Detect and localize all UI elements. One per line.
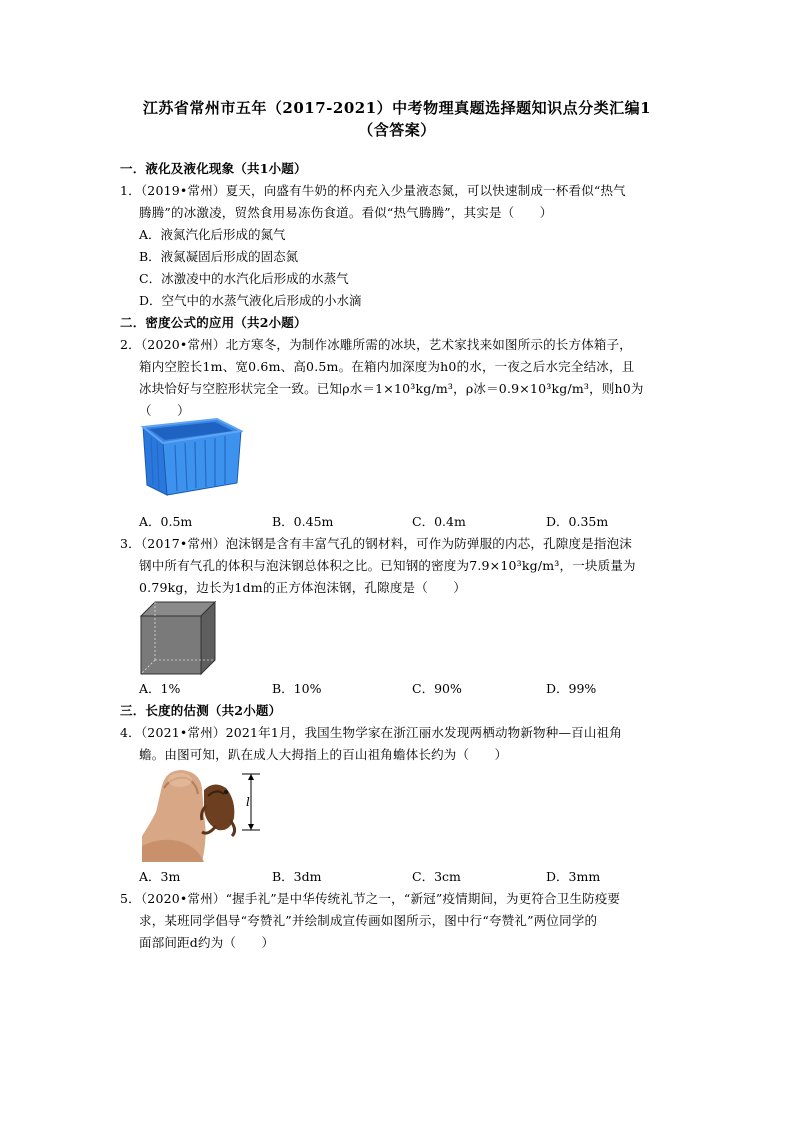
- question-4-option-d: D．3mm: [546, 869, 601, 884]
- thumb-frog-photo: [142, 766, 274, 862]
- page-subtitle: （含答案）: [358, 121, 436, 139]
- question-1-option-a: A．液氮汽化后形成的氮气: [139, 227, 286, 242]
- question-2-line-2: 箱内空腔长1m、宽0.6m、高0.5m。在箱内加深度为h0的水，一夜之后水完全结冰，且: [139, 359, 635, 374]
- foam-steel-cube-image: [139, 600, 219, 676]
- question-1-option-c: C．冰激凌中的水汽化后形成的水蒸气: [139, 271, 349, 286]
- section-heading-2: 二．密度公式的应用（共2小题）: [120, 315, 307, 330]
- question-5-line-2: 求，某班同学倡导“夸赞礼”并绘制成宣传画如图所示，图中行“夸赞礼”两位同学的: [139, 913, 598, 928]
- question-1-option-b: B．液氮凝固后形成的固态氮: [139, 249, 299, 264]
- page-title: 江苏省常州市五年（2017-2021）中考物理真题选择题知识点分类汇编1: [142, 99, 652, 117]
- question-2-option-a: A．0.5m: [139, 514, 193, 529]
- question-3-line-3: 0.79kg，边长为1dm的正方体泡沫钢，孔隙度是（ ）: [139, 580, 467, 595]
- question-2-option-c: C．0.4m: [412, 514, 466, 529]
- question-4-option-a: A．3m: [139, 869, 181, 884]
- question-1-line-2: 腾腾”的冰激凌，贸然食用易冻伤食道。看似“热气腾腾”，其实是（ ）: [139, 205, 553, 220]
- question-2-line-3: 冰块恰好与空腔形状完全一致。已知ρ水＝1×10³kg/m³，ρ冰＝0.9×10³kg/m³，则h0为: [139, 381, 644, 396]
- question-3-line-2: 钢中所有气孔的体积与泡沫钢总体积之比。已知钢的密度为7.9×10³kg/m³，一块质量为: [139, 558, 636, 573]
- blue-crate-image: [139, 417, 243, 497]
- question-1-line-1: 1．（2019•常州）夏天，向盛有牛奶的杯内充入少量液态氮，可以快速制成一杯看似“热气: [120, 183, 626, 198]
- question-5-line-3: 面部间距d约为（ ）: [139, 935, 275, 950]
- question-5-line-1: 5．（2020•常州）“握手礼”是中华传统礼节之一，“新冠”疫情期间，为更符合卫生防疫要: [120, 891, 621, 906]
- question-4-line-1: 4．（2021•常州）2021年1月，我国生物学家在浙江丽水发现两栖动物新物种—百山祖角: [120, 725, 622, 740]
- question-1-option-d: D．空气中的水蒸气液化后形成的小水滴: [139, 293, 362, 308]
- section-heading-1: 一．液化及液化现象（共1小题）: [120, 161, 307, 176]
- question-4-option-c: C．3cm: [412, 869, 461, 884]
- section-heading-3: 三．长度的估测（共2小题）: [120, 703, 282, 718]
- question-2-line-4: （ ）: [139, 403, 190, 418]
- question-2-option-d: D．0.35m: [546, 514, 609, 529]
- question-3-option-d: D．99%: [546, 681, 597, 696]
- question-3-option-a: A．1%: [139, 681, 181, 696]
- question-3-option-b: B．10%: [272, 681, 322, 696]
- question-3-option-c: C．90%: [412, 681, 462, 696]
- question-3-line-1: 3．（2017•常州）泡沫钢是含有丰富气孔的钢材料，可作为防弹服的内芯，孔隙度是指泡沫: [120, 536, 632, 551]
- length-label-l: l: [246, 795, 250, 809]
- question-2-line-1: 2．（2020•常州）北方寒冬，为制作冰雕所需的冰块，艺术家找来如图所示的长方体箱子，: [120, 337, 632, 352]
- question-4-option-b: B．3dm: [272, 869, 322, 884]
- question-2-option-b: B．0.45m: [272, 514, 334, 529]
- question-4-line-2: 蟾。由图可知，趴在成人大拇指上的百山祖角蟾体长约为（ ）: [139, 747, 508, 762]
